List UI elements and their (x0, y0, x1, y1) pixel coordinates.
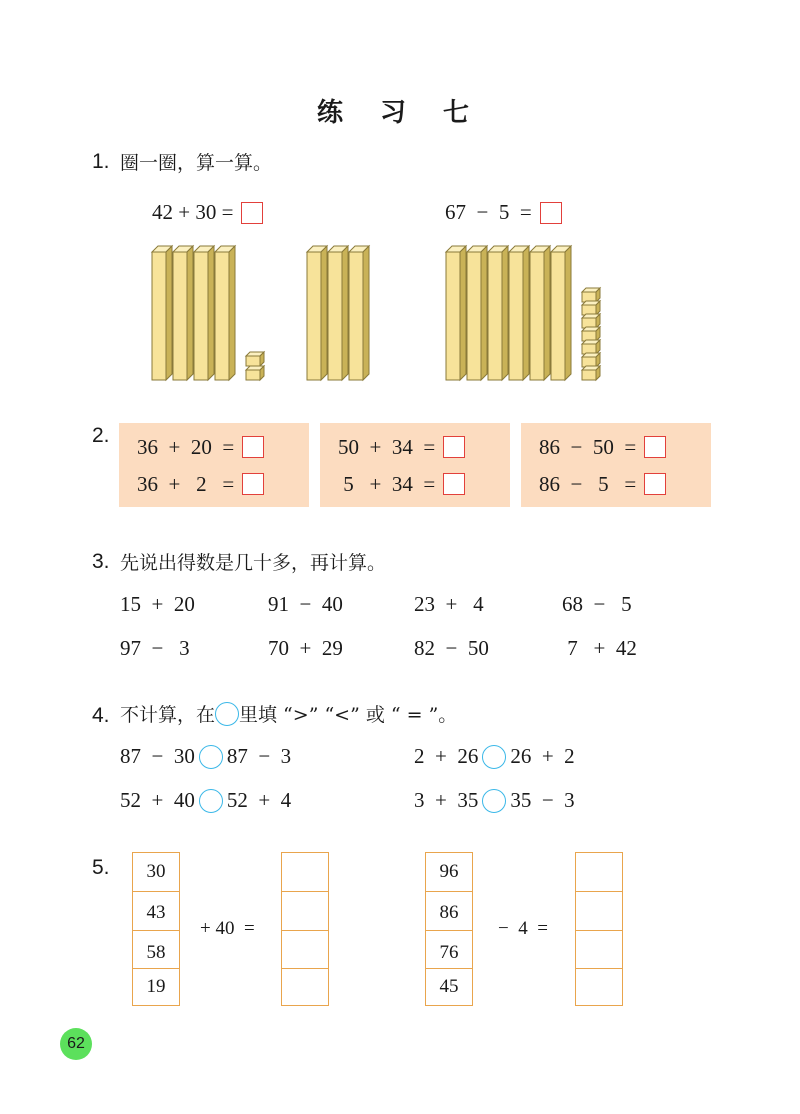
q3-instruction: 先说出得数是几十多，再计算。 (120, 552, 387, 574)
q4-compare-circle[interactable] (482, 745, 506, 769)
ten-rod (194, 246, 214, 380)
q4-comparison (414, 744, 575, 769)
unit-cube (582, 327, 600, 341)
ten-rod (152, 246, 172, 380)
q2-p3-expr1: 86 − 50 = (539, 434, 637, 459)
q3-expression: 15 + 20 (120, 592, 195, 616)
q4-compare-circle[interactable] (199, 789, 223, 813)
q1-left-equation (152, 200, 263, 225)
ten-rod (307, 246, 327, 380)
q4-number: 4. (92, 704, 110, 727)
q4-comparison (120, 744, 291, 769)
q5-right-value: 45 (439, 976, 459, 997)
q1-number: 1. (92, 150, 110, 173)
q4-left-expression: 87 − 30 (120, 744, 195, 768)
ten-rod (509, 246, 529, 380)
q3-expression: 68 − 5 (562, 592, 632, 616)
q4-instruction (120, 700, 457, 727)
ten-rod (530, 246, 550, 380)
q1-right-equation (445, 200, 562, 225)
q2-answer-box[interactable] (242, 436, 264, 458)
q4-instruction-start: 不计算，在 (120, 704, 216, 726)
ten-rod (551, 246, 571, 380)
q3-number: 3. (92, 550, 110, 573)
q3-expression: 70 + 29 (268, 636, 343, 660)
q1-base-ten-blocks (140, 240, 620, 390)
unit-cube (582, 340, 600, 354)
q1-right-expression: 67 − 5 = (445, 200, 532, 224)
page-title: 练 习 七 (316, 98, 484, 128)
q5-left-operation: + 40 = (200, 918, 255, 939)
q5-right-answer-column (575, 852, 623, 1006)
q3-expression: 23 + 4 (414, 592, 484, 616)
circle-icon (215, 702, 239, 726)
q1-right-answer-box[interactable] (540, 202, 562, 224)
q4-right-expression: 87 − 3 (226, 744, 292, 768)
ten-rod (349, 246, 369, 380)
unit-cube (246, 352, 264, 366)
unit-cube (582, 288, 600, 302)
q5-right-operation: − 4 = (498, 918, 548, 939)
q1-instruction: 圈一圈，算一算。 (120, 152, 273, 174)
q2-answer-box[interactable] (242, 473, 264, 495)
unit-cube (582, 366, 600, 380)
q5-right-value: 86 (439, 902, 459, 923)
q2-number: 2. (92, 424, 110, 447)
q1-left-expression: 42 + 30 = (152, 200, 234, 224)
q5-left-value: 58 (146, 942, 166, 963)
q2-panel-1 (119, 423, 309, 507)
unit-cube (582, 353, 600, 367)
q2-p1-expr2: 36 + 2 = (137, 471, 235, 496)
unit-cube (582, 301, 600, 315)
page-number-badge: 62 (60, 1028, 92, 1060)
q5-right-value: 96 (439, 861, 459, 882)
q3-expression: 91 − 40 (268, 592, 343, 616)
q2-panel-2 (320, 423, 510, 507)
q5-number: 5. (92, 856, 110, 879)
unit-cube (582, 314, 600, 328)
q2-answer-box[interactable] (443, 436, 465, 458)
ten-rod (488, 246, 508, 380)
ten-rod (328, 246, 348, 380)
ten-rod (467, 246, 487, 380)
q5-left-value: 19 (146, 976, 166, 997)
q2-p2-expr2: 5 + 34 = (338, 471, 436, 496)
q3-expression: 7 + 42 (562, 636, 637, 660)
q5-left-value: 30 (146, 861, 166, 882)
q2-p1-expr1: 36 + 20 = (137, 434, 235, 459)
q4-instruction-end: 里填 “>” “<” 或 “ = ”。 (239, 704, 458, 726)
q3-expression: 82 − 50 (414, 636, 489, 660)
ten-rod (173, 246, 193, 380)
q1-left-answer-box[interactable] (241, 202, 263, 224)
q2-p2-expr1: 50 + 34 = (338, 434, 436, 459)
q4-left-expression: 3 + 35 (414, 788, 479, 812)
q5-right-input-column (425, 852, 473, 1006)
q2-answer-box[interactable] (644, 436, 666, 458)
ten-rod (215, 246, 235, 380)
q2-p3-expr2: 86 − 5 = (539, 471, 637, 496)
q2-answer-box[interactable] (644, 473, 666, 495)
ten-rod (446, 246, 466, 380)
q2-panel-3 (521, 423, 711, 507)
q4-compare-circle[interactable] (199, 745, 223, 769)
q5-left-answer-column (281, 852, 329, 1006)
q5-left-value: 43 (146, 902, 166, 923)
q4-left-expression: 52 + 40 (120, 788, 195, 812)
q3-expression: 97 − 3 (120, 636, 190, 660)
unit-cube (246, 366, 264, 380)
q4-comparison (414, 788, 575, 813)
q5-right-value: 76 (439, 942, 459, 963)
q4-right-expression: 26 + 2 (510, 744, 575, 768)
q2-answer-box[interactable] (443, 473, 465, 495)
q4-right-expression: 52 + 4 (226, 788, 292, 812)
q4-right-expression: 35 − 3 (510, 788, 575, 812)
q4-comparison (120, 788, 291, 813)
q4-left-expression: 2 + 26 (414, 744, 479, 768)
q5-left-input-column (132, 852, 180, 1006)
q4-compare-circle[interactable] (482, 789, 506, 813)
